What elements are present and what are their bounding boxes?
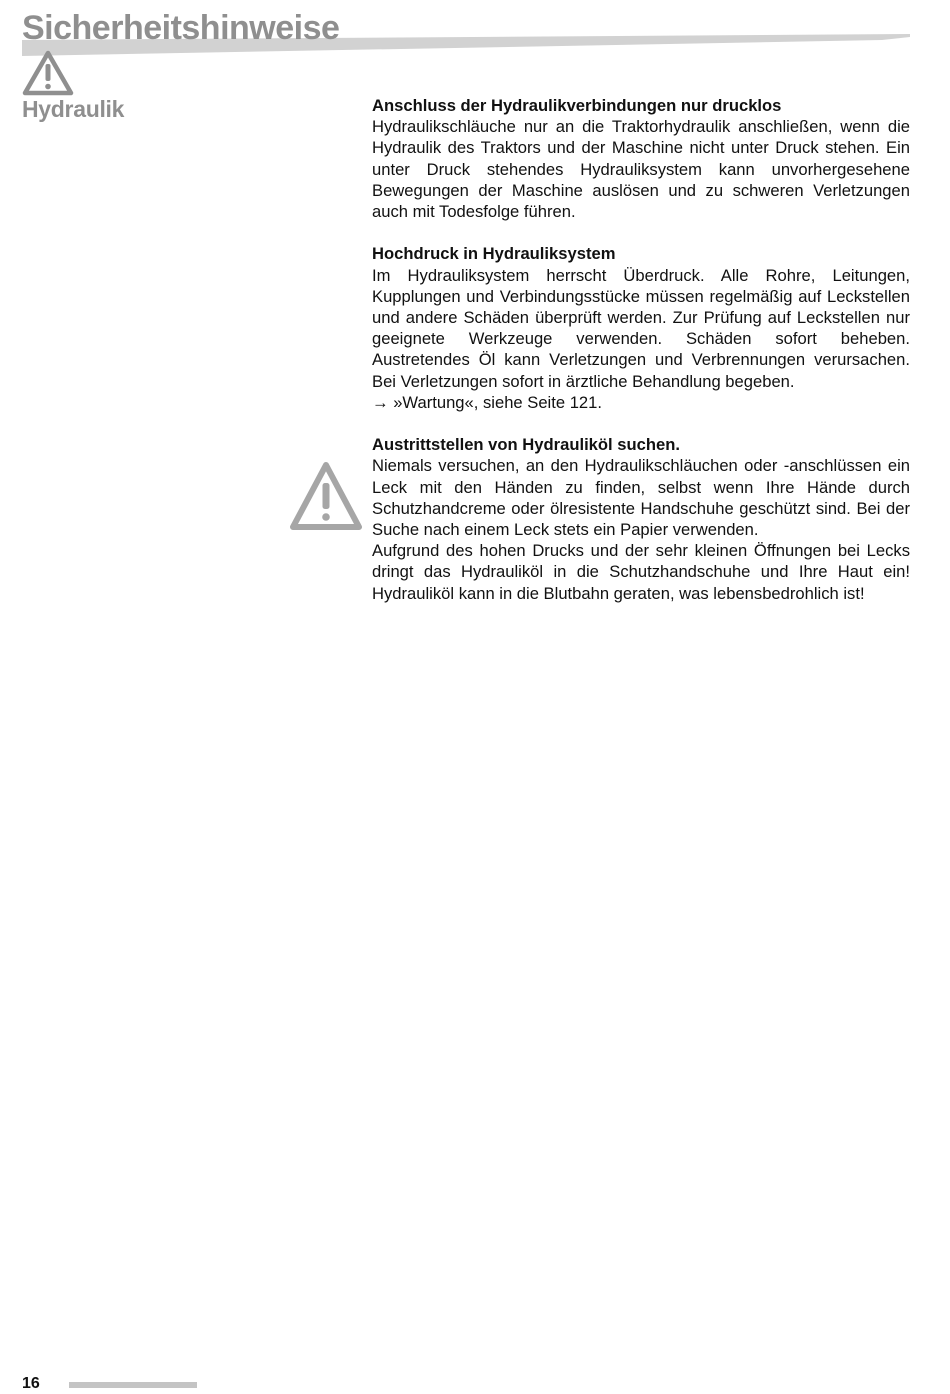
safety-block-high-pressure: [372, 243, 910, 413]
block-heading: Hochdruck in Hydrauliksystem: [372, 244, 616, 264]
block-text: Niemals versuchen, an den Hydraulikschläuchen oder -anschlüssen ein Leck mit den Händen zu finden, selbst wenn Ihre Hände durch Schutzhandcreme oder ölresistente Handschuhe geschützt sind. Bei der Suche nach einem Leck stets ein Papier verwenden.: [372, 456, 910, 540]
page-title: Sicherheitshinweise: [22, 9, 340, 47]
warning-triangle-icon: [22, 50, 74, 96]
block-text: Hydraulikschläuche nur an die Traktorhydraulik anschließen, wenn die Hydraulik des Traktors und der Maschine nicht unter Druck stehen. Ein unter Druck stehendes Hydrauliksystem kann unvorhergesehene Bewegungen der Maschine auslösen und zu schweren Verletzungen auch mit Todesfolge führen.: [372, 117, 910, 222]
page-number: 16: [22, 1375, 40, 1392]
block-text: Im Hydrauliksystem herrscht Überdruck. Alle Rohre, Leitungen, Kupplungen und Verbindungsstücke müssen regelmäßig auf Leckstellen und andere Schäden überprüft werden. Zur Prüfung auf Leckstellen nur geeignete Werkzeuge verwenden. Schäden sofort beheben. Austretendes Öl kann Verletzungen und Verbrennungen verursachen. Bei Verletzungen sofort in ärztliche Behandlung begeben.: [372, 265, 910, 391]
block-heading: Anschluss der Hydraulikverbindungen nur drucklos: [372, 96, 782, 115]
safety-block-hydraulic-connection: [372, 95, 910, 222]
block-text: Aufgrund des hohen Drucks und der sehr kleinen Öffnungen bei Lecks dringt das Hydrauliköl in die Schutzhandschuhe und Ihre Haut ein! Hydrauliköl kann in die Blutbahn geraten, was lebensbedrohlich ist!: [372, 541, 910, 603]
block-heading: Austrittstellen von Hydrauliköl suchen.: [372, 435, 680, 455]
page-reference-link[interactable]: → »Wartung«, siehe Seite 121.: [372, 392, 602, 412]
section-label: Hydraulik: [22, 96, 125, 122]
warning-triangle-icon: [289, 461, 363, 531]
footer-bar: [69, 1382, 197, 1388]
content-column: [372, 95, 910, 625]
safety-block-leak-search: [372, 434, 910, 604]
